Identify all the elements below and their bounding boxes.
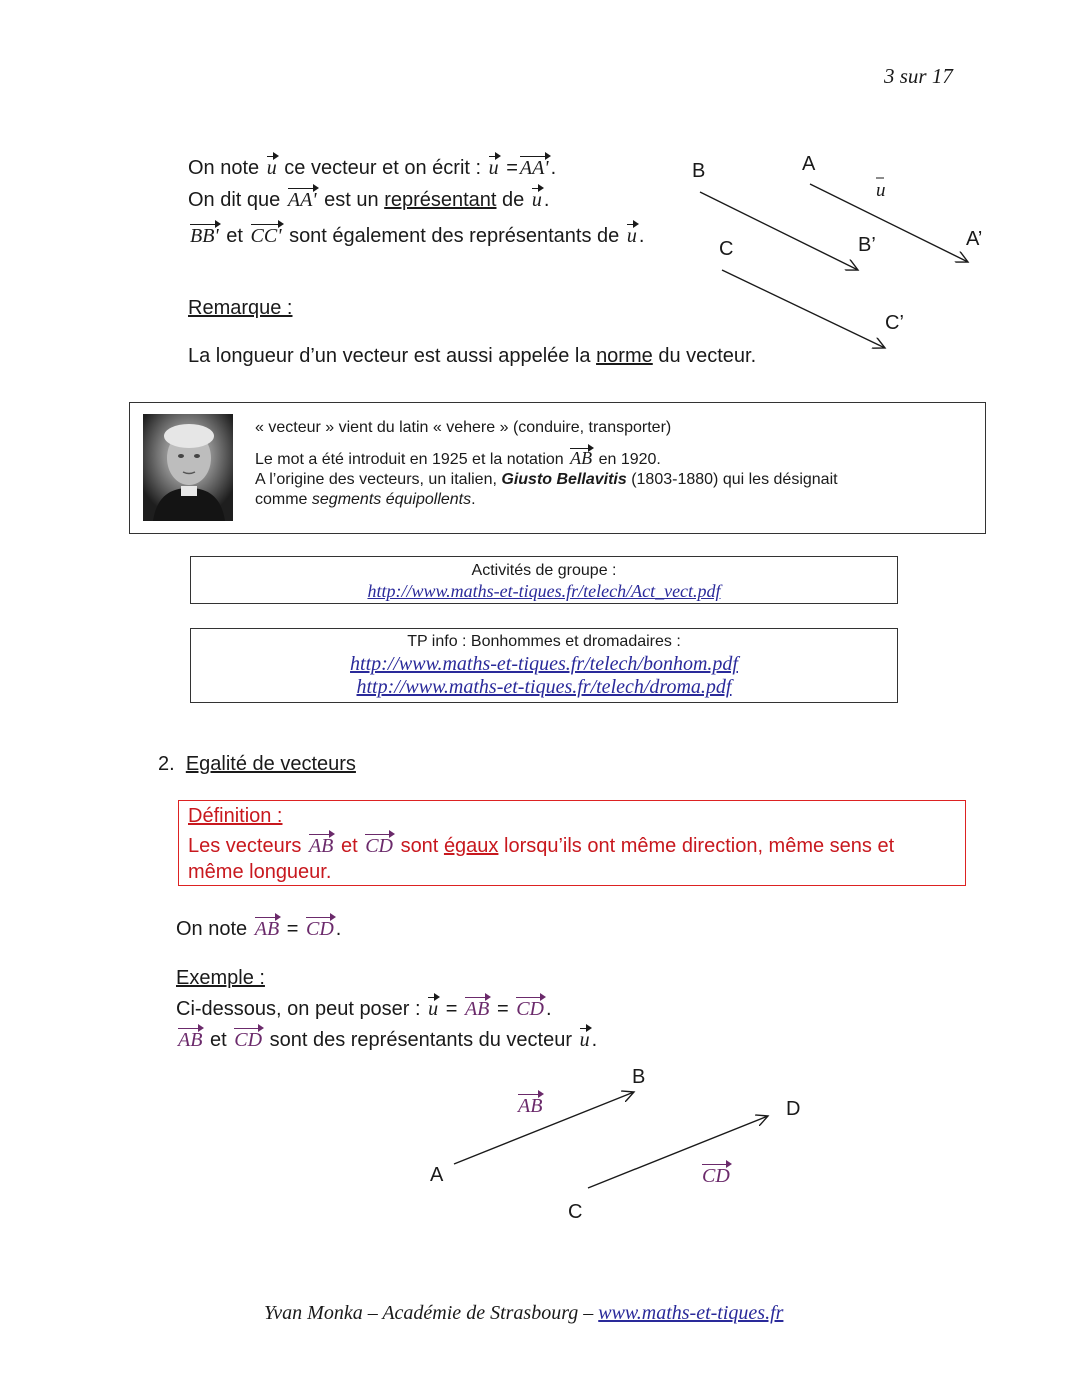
history-text (255, 418, 838, 510)
term-norme: norme (596, 345, 653, 367)
footer (264, 1302, 783, 1325)
period: . (471, 491, 476, 508)
history-text-a: Le mot a été introduit en 1925 et la notation (255, 451, 564, 468)
intro-text: de (502, 189, 525, 211)
remark-text (188, 344, 756, 368)
example-text: sont des représentants du vecteur (269, 1029, 573, 1051)
arrow-AAp (810, 184, 968, 262)
history-line-2 (255, 448, 838, 470)
tp-title: TP info : Bonhommes et dromadaires : (407, 633, 681, 650)
definition-title: Définition : (188, 805, 283, 827)
section-heading (158, 752, 356, 776)
point-Bp: B’ (858, 234, 876, 256)
term-egaux: égaux (443, 835, 499, 857)
conjunction: et (226, 225, 243, 247)
conjunction: et (340, 835, 358, 857)
portrait-bellavitis (143, 414, 233, 521)
term-segments: segments équipollents (311, 491, 472, 508)
definition-line-2: même longueur. (188, 861, 332, 883)
history-line-4 (255, 490, 838, 510)
vector-CCp: CC' (250, 225, 282, 247)
point-C: C (719, 238, 734, 260)
tp-link-bonhom[interactable]: http://www.maths-et-tiques.fr/telech/bonhom.pdf (350, 653, 738, 675)
vector-AB: AB (178, 1029, 203, 1051)
history-text-e: comme (255, 491, 308, 508)
vector-u: u (488, 157, 499, 179)
tp-box (190, 628, 898, 703)
section-number: 2. (158, 753, 175, 775)
activities-box (190, 556, 898, 604)
vector-AB: AB (464, 998, 490, 1020)
vector-CD: CD (516, 998, 545, 1020)
label-CD (700, 1164, 732, 1188)
point-Cp: C’ (885, 312, 904, 334)
intro-text: On note (188, 157, 260, 179)
example-title: Exemple : (176, 967, 265, 989)
term-representant: représentant (384, 189, 497, 211)
remark-text-a: La longueur d’un vecteur est aussi appelée la (188, 345, 591, 367)
vector-AB: AB (308, 835, 334, 857)
vector-AB: AB (518, 1095, 543, 1117)
notation-text: On note (176, 918, 248, 940)
period: . (546, 998, 552, 1020)
vector-AB: AB (254, 918, 280, 940)
history-text-b: en 1920. (598, 451, 661, 468)
period: . (543, 189, 550, 211)
equals-sign: = (445, 998, 458, 1020)
vector-u: u (428, 998, 439, 1020)
intro-text: sont également des représentants de (289, 225, 620, 247)
vector-AAp: AA' (287, 189, 317, 211)
footer-link[interactable]: www.maths-et-tiques.fr (598, 1302, 784, 1324)
history-text-c: A l’origine des vecteurs, un italien, (255, 471, 497, 488)
definition-text-c: lorsqu’ils ont même direction, même sens et (504, 835, 895, 857)
label-AB (516, 1094, 544, 1118)
point-C: C (568, 1201, 583, 1223)
vector-u: u (531, 189, 542, 211)
conjunction: et (210, 1029, 227, 1051)
intro-line-1 (188, 156, 556, 180)
remark-title: Remarque : (188, 297, 293, 319)
definition-text-a: Les vecteurs (188, 835, 302, 857)
period: . (550, 157, 557, 179)
history-line-1: « vecteur » vient du latin « vehere » (conduire, transporter) (255, 419, 672, 436)
vector-AAp: AA' (519, 157, 549, 179)
vector-u: u (626, 225, 637, 247)
definition-text-b: sont (400, 835, 439, 857)
vector-CD: CD (305, 918, 334, 940)
history-line-3 (255, 470, 838, 490)
arrow-CCp (722, 270, 885, 348)
vector-u: u (579, 1029, 590, 1051)
tp-link-droma[interactable]: http://www.maths-et-tiques.fr/telech/droma.pdf (356, 676, 732, 698)
activities-title: Activités de groupe : (471, 562, 617, 579)
period: . (591, 1029, 598, 1051)
arrow-CD (588, 1116, 768, 1188)
vector-u-label: u (876, 180, 886, 201)
period: . (638, 225, 645, 247)
vector-BBp: BB' (190, 225, 219, 247)
footer-text: Yvan Monka – Académie de Strasbourg – (264, 1302, 594, 1324)
vector-AB: AB (570, 448, 593, 468)
equals-sign: = (286, 918, 299, 940)
equals-sign: = (506, 157, 518, 179)
intro-text: ce vecteur et on écrit : (284, 157, 482, 179)
point-A: A (430, 1164, 444, 1186)
example-line-1 (176, 997, 552, 1021)
history-text-d: (1803-1880) qui les désignait (631, 471, 838, 488)
intro-line-3 (188, 224, 644, 248)
vector-CD: CD (702, 1165, 730, 1187)
vector-diagram-2 (440, 1080, 790, 1200)
person-name: Giusto Bellavitis (501, 471, 627, 488)
vector-CD: CD (234, 1029, 263, 1051)
point-A: A (802, 153, 816, 175)
vector-CD: CD (365, 835, 393, 857)
intro-text: On dit que (188, 189, 281, 211)
activities-link[interactable]: http://www.maths-et-tiques.fr/telech/Act_vect.pdf (367, 581, 721, 601)
intro-line-2 (188, 188, 549, 212)
notation-line (176, 917, 341, 941)
point-D: D (786, 1098, 801, 1120)
example-line-2 (176, 1028, 597, 1052)
point-B: B (692, 160, 706, 182)
intro-text: est un (324, 189, 379, 211)
definition-line-1 (188, 834, 894, 858)
vector-u: u (266, 157, 277, 179)
point-Ap: A’ (966, 228, 983, 250)
period: . (335, 918, 342, 940)
page-number: 3 sur 17 (884, 64, 953, 88)
section-title: Egalité de vecteurs (185, 753, 356, 775)
point-B: B (632, 1066, 646, 1088)
remark-text-b: du vecteur. (658, 345, 757, 367)
example-text: Ci-dessous, on peut poser : (176, 998, 421, 1020)
equals-sign: = (496, 998, 509, 1020)
